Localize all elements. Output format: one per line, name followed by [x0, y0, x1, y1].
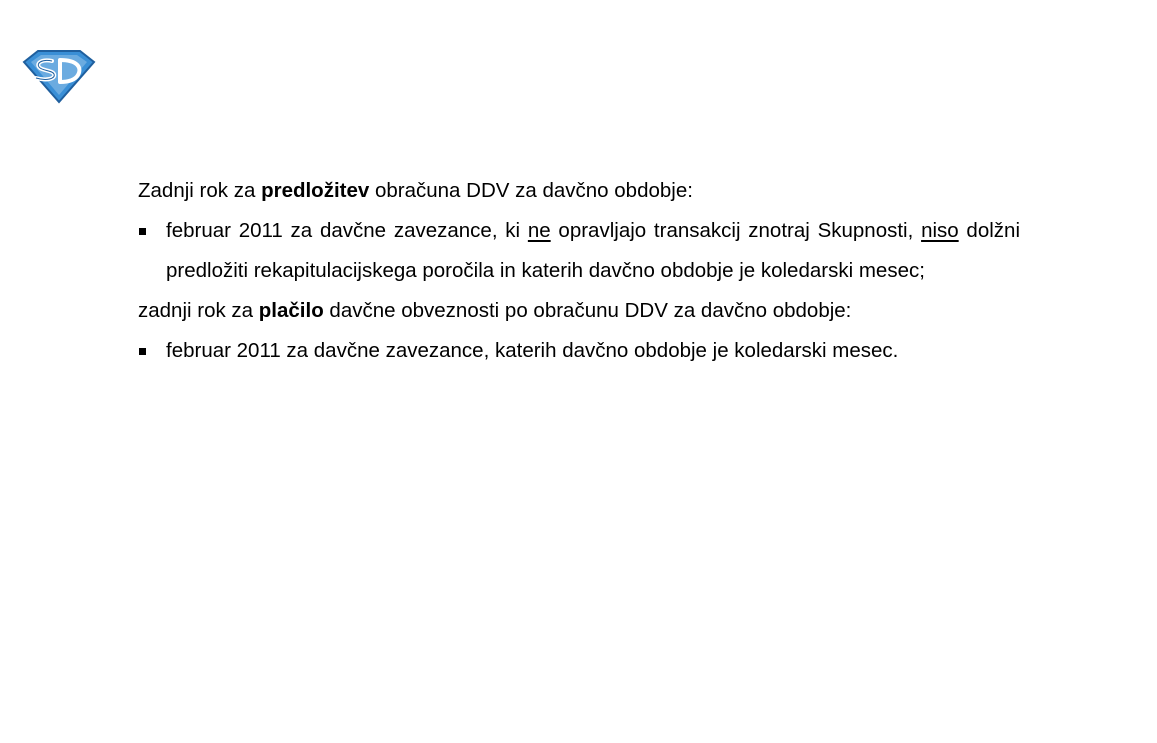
document-body: [138, 171, 1020, 371]
para1-text-2: obračuna DDV za davčno obdobje:: [369, 179, 693, 202]
bullet2-text: februar 2011 za davčne zavezance, katerih davčno obdobje je koledarski mesec.: [166, 339, 899, 362]
sd-logo: [22, 48, 96, 104]
bullet-item-submission: [138, 211, 1020, 291]
para1-text-1: Zadnji rok za: [138, 179, 262, 202]
paragraph-submission-deadline: [138, 171, 1020, 211]
square-bullet-icon: [139, 348, 146, 355]
bullet1-underline-niso: niso: [921, 219, 959, 242]
bullet-item-payment: [138, 331, 1020, 371]
para2-bold-term: plačilo: [258, 299, 324, 322]
bullet1-text-2: opravljajo transakcij znotraj Skupnosti,: [550, 219, 922, 242]
para2-text-1: zadnji rok za: [138, 299, 259, 322]
sd-logo-shield-icon: [22, 48, 96, 104]
para1-bold-term: predložitev: [261, 179, 370, 202]
para2-text-2: davčne obveznosti po obračunu DDV za davčno obdobje:: [323, 299, 852, 322]
bullet1-text-3: dolžni predložiti rekapitulacijskega poročila in katerih davčno obdobje je koledarski mesec;: [166, 219, 1020, 282]
bullet1-underline-ne: ne: [527, 219, 551, 242]
paragraph-payment-deadline: [138, 291, 1020, 331]
square-bullet-icon: [139, 228, 146, 235]
bullet1-text-1: februar 2011 za davčne zavezance, ki: [166, 219, 528, 242]
